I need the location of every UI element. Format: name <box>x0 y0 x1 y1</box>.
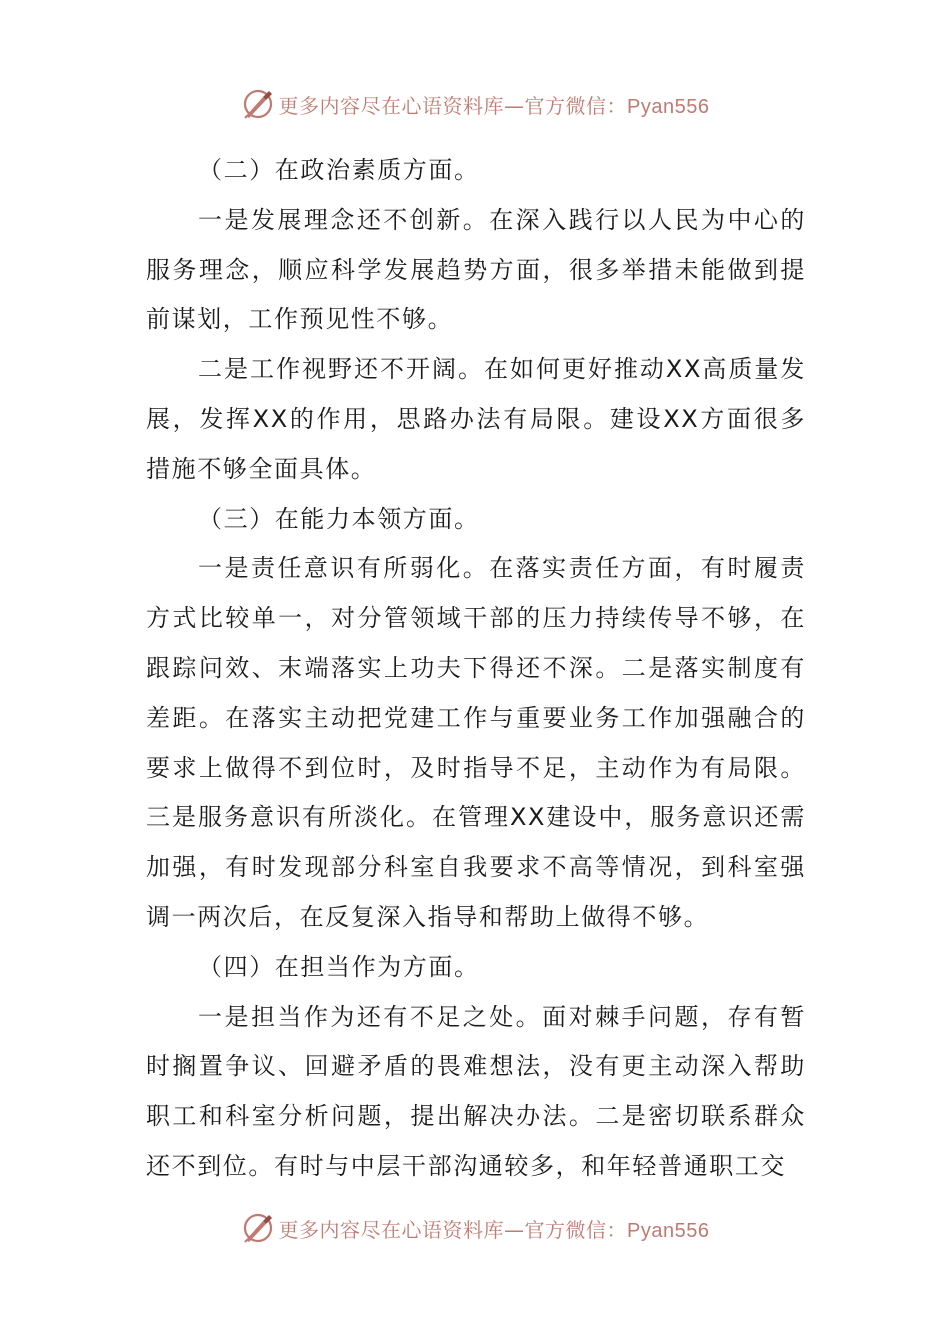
document-body <box>146 146 806 1192</box>
body-paragraph: 一是担当作为还有不足之处。面对棘手问题，存有暂时搁置争议、回避矛盾的畏难想法，没有更主动深入帮助职工和科室分析问题，提出解决办法。二是密切联系群众还不到位。有时与中层干部沟通较多，和年轻普通职工交 <box>146 1002 806 1180</box>
watermark-dash: — <box>504 93 525 118</box>
watermark-text <box>279 1214 710 1243</box>
section-heading: （三）在能力本领方面。 <box>198 504 480 533</box>
section-heading: （二）在政治素质方面。 <box>198 156 480 184</box>
watermark-label: 官方微信： <box>524 93 628 118</box>
watermark-title: 更多内容尽在心语资料库 <box>278 93 505 118</box>
section-heading: （四）在担当作为方面。 <box>198 952 480 981</box>
watermark-dash: — <box>504 1217 525 1242</box>
pen-logo-icon <box>241 87 275 121</box>
body-paragraph: 一是责任意识有所弱化。在落实责任方面，有时履责方式比较单一，对分管领域干部的压力持续传导不够，在跟踪问效、末端落实上功夫下得还不深。二是落实制度有差距。在落实主动把党建工作与重要业务工作加强融合的要求上做得不到位时，及时指导不足，主动作为有局限。三是服务意识有所淡化。在管理XX建设中，服务意识还需加强，有时发现部分科室自我要求不高等情况，到科室强调一两次后，在反复深入指导和帮助上做得不够。 <box>146 554 806 931</box>
watermark-handle: Pyan556 <box>627 95 710 118</box>
watermark-label: 官方微信： <box>524 1217 628 1242</box>
watermark-handle: Pyan556 <box>627 1219 710 1242</box>
pen-logo-icon <box>241 1211 275 1245</box>
watermark-text <box>279 90 710 119</box>
watermark-banner-bottom <box>0 1208 950 1248</box>
body-paragraph: 一是发展理念还不创新。在深入践行以人民为中心的服务理念，顺应科学发展趋势方面，很多举措未能做到提前谋划，工作预见性不够。 <box>146 205 806 334</box>
watermark-banner-top <box>0 84 950 124</box>
body-paragraph: 二是工作视野还不开阔。在如何更好推动XX高质量发展，发挥XX的作用，思路办法有局限。建设XX方面很多措施不够全面具体。 <box>146 355 806 483</box>
watermark-title: 更多内容尽在心语资料库 <box>278 1217 505 1242</box>
